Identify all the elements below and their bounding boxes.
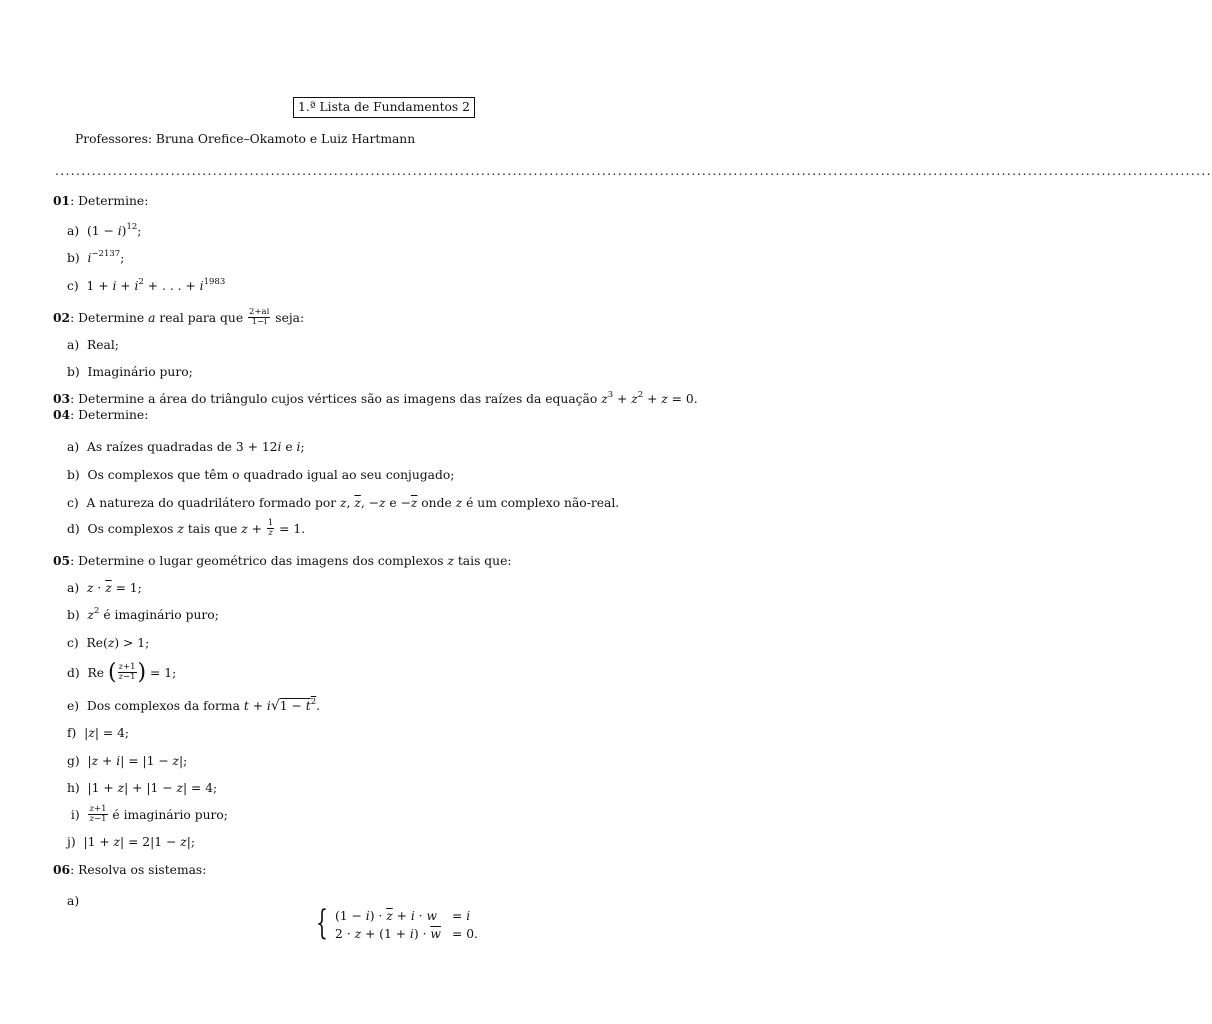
item-label: a) — [67, 224, 80, 238]
professors-line: Professores: Bruna Orefice–Okamoto e Luiz Hartmann — [75, 132, 416, 146]
item-label: d) — [67, 666, 80, 680]
item-text: Dos complexos da forma — [86, 699, 240, 713]
question-05-header: 05: Determine o lugar geométrico das imagens dos complexos z tais que: — [53, 553, 512, 568]
question-text: : Determine — [70, 311, 145, 325]
item-label: a) — [67, 894, 80, 908]
item-text: Imaginário puro; — [87, 365, 193, 379]
item-text: Os complexos que têm o quadrado igual ao seu conjugado; — [87, 468, 455, 482]
question-number: 03 — [53, 391, 71, 406]
fraction: $\frac{1}{z}$ — [267, 518, 274, 538]
item-text: é imaginário puro; — [112, 808, 228, 822]
question-text: real para que — [159, 311, 244, 325]
item-text: e — [389, 496, 397, 510]
question-number: 05 — [53, 553, 71, 568]
item-text: ; — [300, 440, 305, 454]
item-text: e — [285, 440, 293, 454]
question-number: 04 — [53, 407, 71, 422]
item-label: f) — [67, 726, 77, 740]
item-label: d) — [67, 522, 80, 536]
question-04-header — [53, 406, 148, 424]
item-label: i) — [70, 808, 80, 822]
item-text: é imaginário puro; — [103, 608, 219, 622]
q05-item-a: a) $z \cdot \overline{z} = 1$; — [67, 581, 142, 595]
question-01-header — [53, 192, 148, 210]
q05-item-j: j) |1 + z| = 2|1 − z|; — [67, 835, 195, 849]
question-text: : Determine o lugar geométrico das imagens dos complexos — [70, 554, 444, 568]
q02-item-b — [67, 363, 193, 381]
item-label: b) — [67, 365, 80, 379]
q05-item-e: e) Dos complexos da forma $t + i√1 - t^2$. — [67, 696, 321, 714]
q05-item-i — [67, 806, 228, 825]
item-text: onde — [421, 496, 452, 510]
item-label: c) — [67, 496, 79, 510]
q05-item-h: h) |1 + z| + |1 − z| = 4; — [67, 781, 218, 795]
question-text: : Determine: — [70, 408, 149, 422]
item-text: Real; — [86, 338, 119, 352]
question-02-header — [53, 309, 304, 328]
q06-item-a-label — [67, 892, 79, 910]
question-text: tais que: — [457, 554, 512, 568]
question-text: : Determine: — [70, 194, 149, 208]
question-06-header — [53, 861, 206, 879]
item-label: g) — [67, 754, 80, 768]
question-03-header: 03: Determine a área do triângulo cujos vértices são as imagens das raízes da equação $z^3 + z^2 + z = 0$. — [53, 389, 698, 406]
system-eq2-left: $2 \cdot z + (1 + i) \cdot \overline{w}$ — [335, 927, 441, 941]
system-eq1-right: = i — [452, 909, 471, 923]
item-label: b) — [67, 468, 80, 482]
left-brace: { — [316, 903, 328, 943]
question-text: seja: — [275, 311, 305, 325]
fraction — [248, 308, 270, 327]
item-label: a) — [67, 440, 80, 454]
page-title — [293, 97, 475, 118]
item-text: As raízes quadradas de 3 + 12 — [86, 440, 278, 454]
q05-item-b: b) $z^2$ é imaginário puro; — [67, 605, 219, 622]
title-text: 1.ª Lista de Fundamentos 2 — [298, 100, 470, 114]
q01-item-b: b) $i^{-2137}$; — [67, 248, 125, 265]
question-text: : Resolva os sistemas: — [70, 863, 207, 877]
question-number: 06 — [53, 862, 71, 877]
item-label: c) — [67, 279, 79, 293]
item-label: b) — [67, 251, 80, 265]
q04-item-c: c) A natureza do quadrilátero formado por z, $\overline{z}$, −z $e -\overline{z}$ onde z é um complexo não-real. — [67, 496, 620, 510]
item-label: a) — [67, 338, 80, 352]
q04-item-a: a) As raízes quadradas de 3 + 12i e i; — [67, 440, 305, 454]
question-text: : Determine a área do triângulo cujos vértices são as imagens das raízes da equação — [70, 392, 598, 406]
system-eq1-left: $(1 - i) \cdot \overline{z} + i \cdot w$ — [335, 909, 438, 923]
item-label: h) — [67, 781, 80, 795]
question-number: 02 — [53, 310, 71, 325]
dotted-separator: ............................................................................................................................................................................................................................ — [55, 164, 1212, 178]
q04-item-b — [67, 466, 454, 484]
system-eq2-right: = 0. — [452, 927, 478, 941]
q01-item-a: a) $(1 - i)^{12}$; — [67, 221, 142, 238]
item-label: a) — [67, 581, 80, 595]
question-number: 01 — [53, 193, 71, 208]
item-text: tais que — [187, 522, 238, 536]
item-text: é um complexo não-real. — [466, 496, 620, 510]
q05-item-c: c) Re(z) > 1; — [67, 636, 150, 650]
q05-item-d: d) Re ( $\frac{z+1}{z-1}$ ) = 1; — [67, 659, 177, 685]
q02-item-a — [67, 336, 119, 354]
fraction-numerator: 2+ai — [249, 307, 270, 317]
q04-item-d: d) Os complexos z tais que z + $\frac{1}{z}$ = 1. — [67, 518, 306, 538]
fraction-denominator: 1−i — [251, 317, 267, 327]
q05-item-f: f) |z| = 4; — [67, 726, 130, 740]
item-label: e) — [67, 699, 80, 713]
item-text: Os complexos — [87, 522, 174, 536]
item-label: c) — [67, 636, 79, 650]
q01-item-c: c) $1 + i + i^2$ + . . . + $i^{1983}$ — [67, 276, 226, 293]
fraction: $\frac{z+1}{z-1}$ — [118, 662, 136, 682]
fraction: $\frac{z+1}{z-1}$ — [89, 804, 107, 824]
variable: a — [148, 311, 156, 325]
item-label: b) — [67, 608, 80, 622]
item-label: j) — [67, 835, 76, 849]
q05-item-g: g) |z + i| = |1 − z|; — [67, 754, 188, 768]
item-text: A natureza do quadrilátero formado por — [86, 496, 337, 510]
